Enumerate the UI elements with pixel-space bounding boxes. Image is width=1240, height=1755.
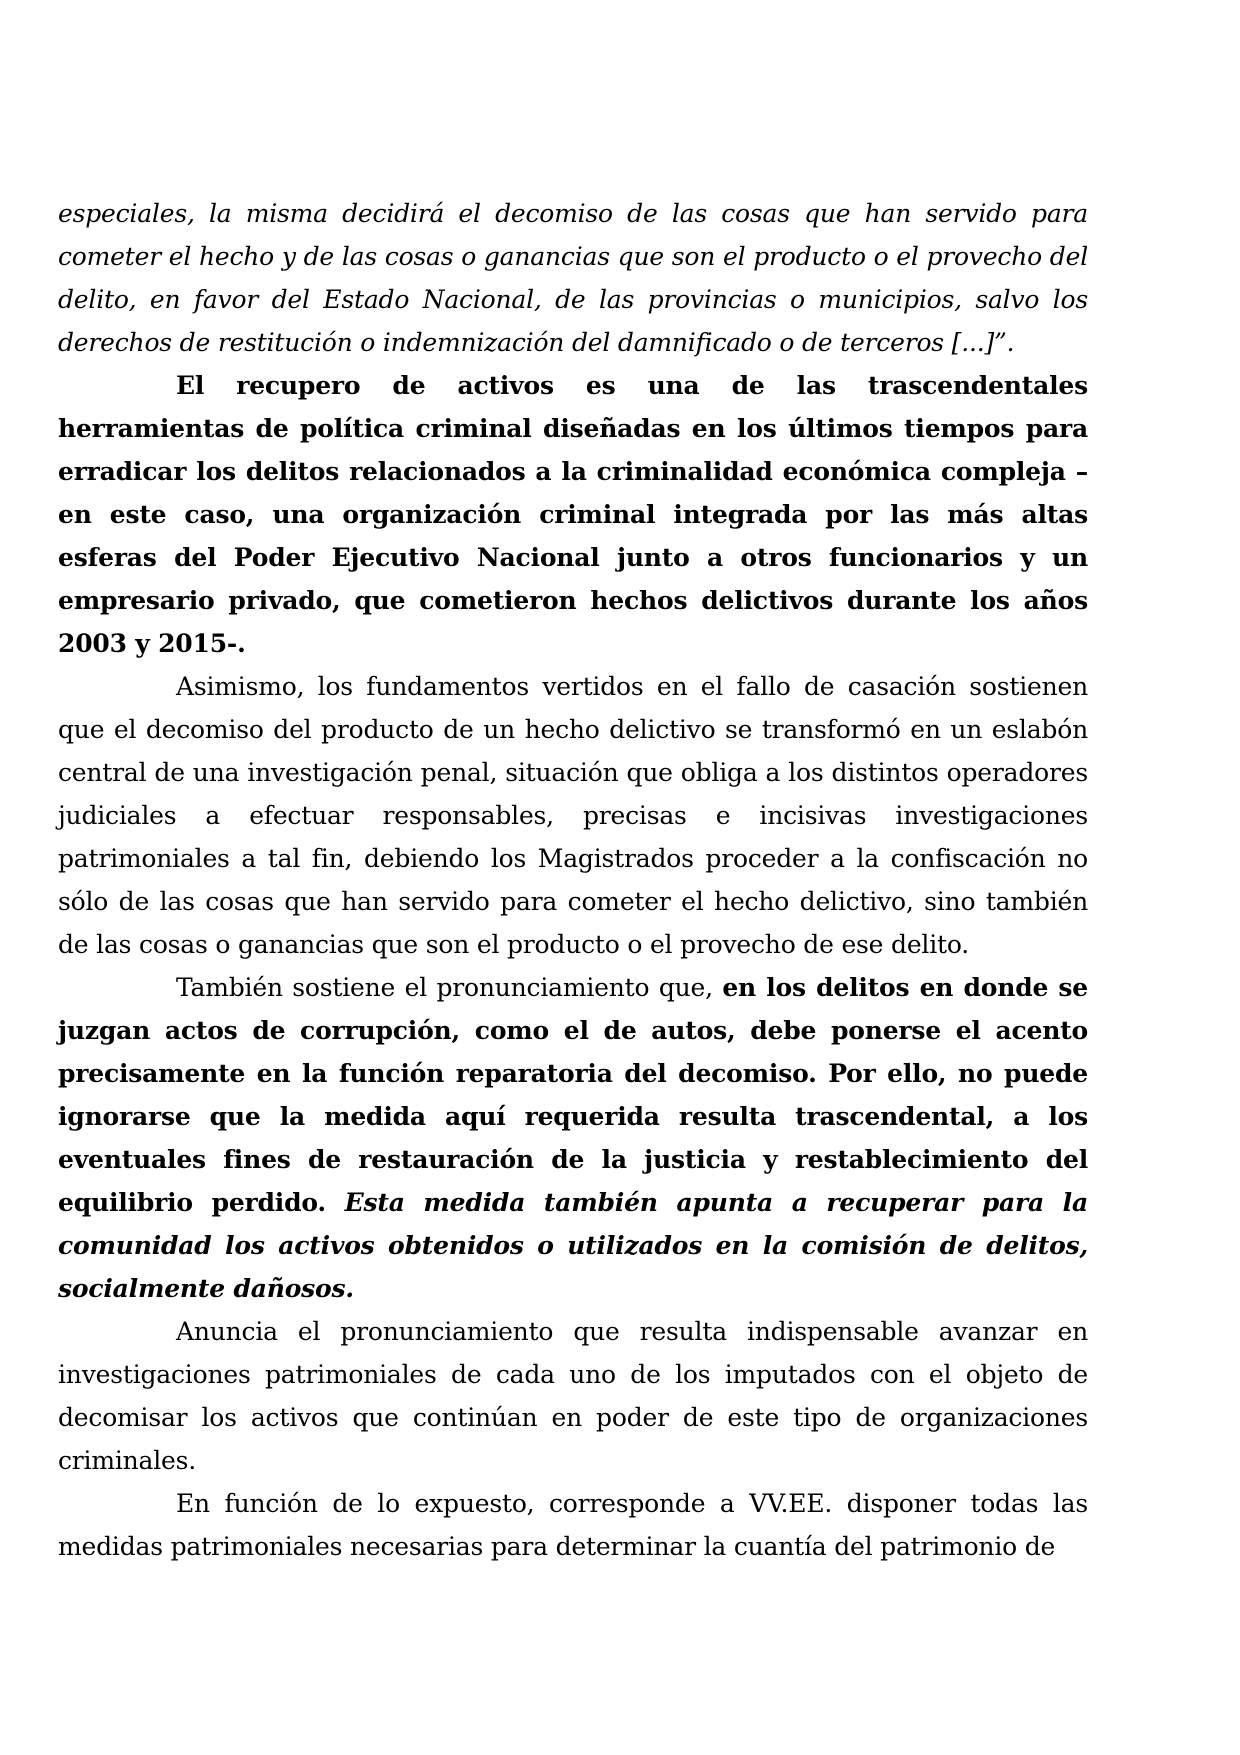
paragraph-text-run: Asimismo, los fundamentos vertidos en el fallo de casación sostienen que el decomiso del producto de un hecho delictivo se transformó en un eslabón central de una investigación penal, situación que obliga a los distintos operadores judiciales a efectuar responsables, precisas e incisivas investigaciones patrimoniales a tal fin, debiendo los Magistrados proceder a la confiscación no sólo de las cosas que han servido para cometer el hecho delictivo, sino también de las cosas o ganancias que son el producto o el provecho de ese delito. bbox=[58, 672, 1088, 959]
paragraph-quote-continuation bbox=[58, 192, 1088, 364]
paragraph-text-run: El recupero de activos es una de las trascendentales herramientas de política criminal diseñadas en los últimos tiempos para erradicar los delitos relacionados a la criminalidad económica compleja –en este caso, una organización criminal integrada por las más altas esferas del Poder Ejecutivo Nacional junto a otros funcionarios y un empresario privado, que cometieron hechos delictivos durante los años 2003 y 2015-. bbox=[58, 371, 1088, 658]
paragraph-text-run: Anuncia el pronunciamiento que resulta indispensable avanzar en investigaciones patrimoniales de cada uno de los imputados con el objeto de decomisar los activos que continúan en poder de este tipo de organizaciones criminales. bbox=[58, 1317, 1088, 1475]
paragraph-tambien-sostiene bbox=[58, 966, 1088, 1310]
paragraph-text-run: También sostiene el pronunciamiento que, bbox=[176, 973, 723, 1002]
paragraph-text-run: En función de lo expuesto, corresponde a VV.EE. disponer todas las medidas patrimoniales necesarias para determinar la cuantía del patrimonio de bbox=[58, 1489, 1088, 1561]
paragraph-en-funcion-expuesto bbox=[58, 1482, 1088, 1568]
paragraph-anuncia-pronunciamiento bbox=[58, 1310, 1088, 1482]
paragraph-text-run: especiales, la misma decidirá el decomiso de las cosas que han servido para cometer el hecho y de las cosas o ganancias que son el producto o el provecho del delito, en favor del Estado Nacional, de las provincias o municipios, salvo los derechos de restitución o indemnización del damnificado o de terceros [...]”. bbox=[58, 199, 1088, 357]
paragraph-text-run-bold: en los delitos en donde se juzgan actos de corrupción, como el de autos, debe ponerse el acento precisamente en la función reparatoria del decomiso. Por ello, no puede ignorarse que la medida aquí requerida resulta trascendental, a los eventuales fines de restauración de la justicia y restablecimiento del equilibrio perdido. bbox=[58, 973, 1088, 1217]
paragraph-recupero-activos bbox=[58, 364, 1088, 665]
paragraph-text-run-bold-italic: Esta medida también apunta a recuperar para la comunidad los activos obtenidos o utilizados en la comisión de delitos, socialmente dañosos. bbox=[58, 1188, 1088, 1303]
paragraph-asimismo-fundamentos bbox=[58, 665, 1088, 966]
